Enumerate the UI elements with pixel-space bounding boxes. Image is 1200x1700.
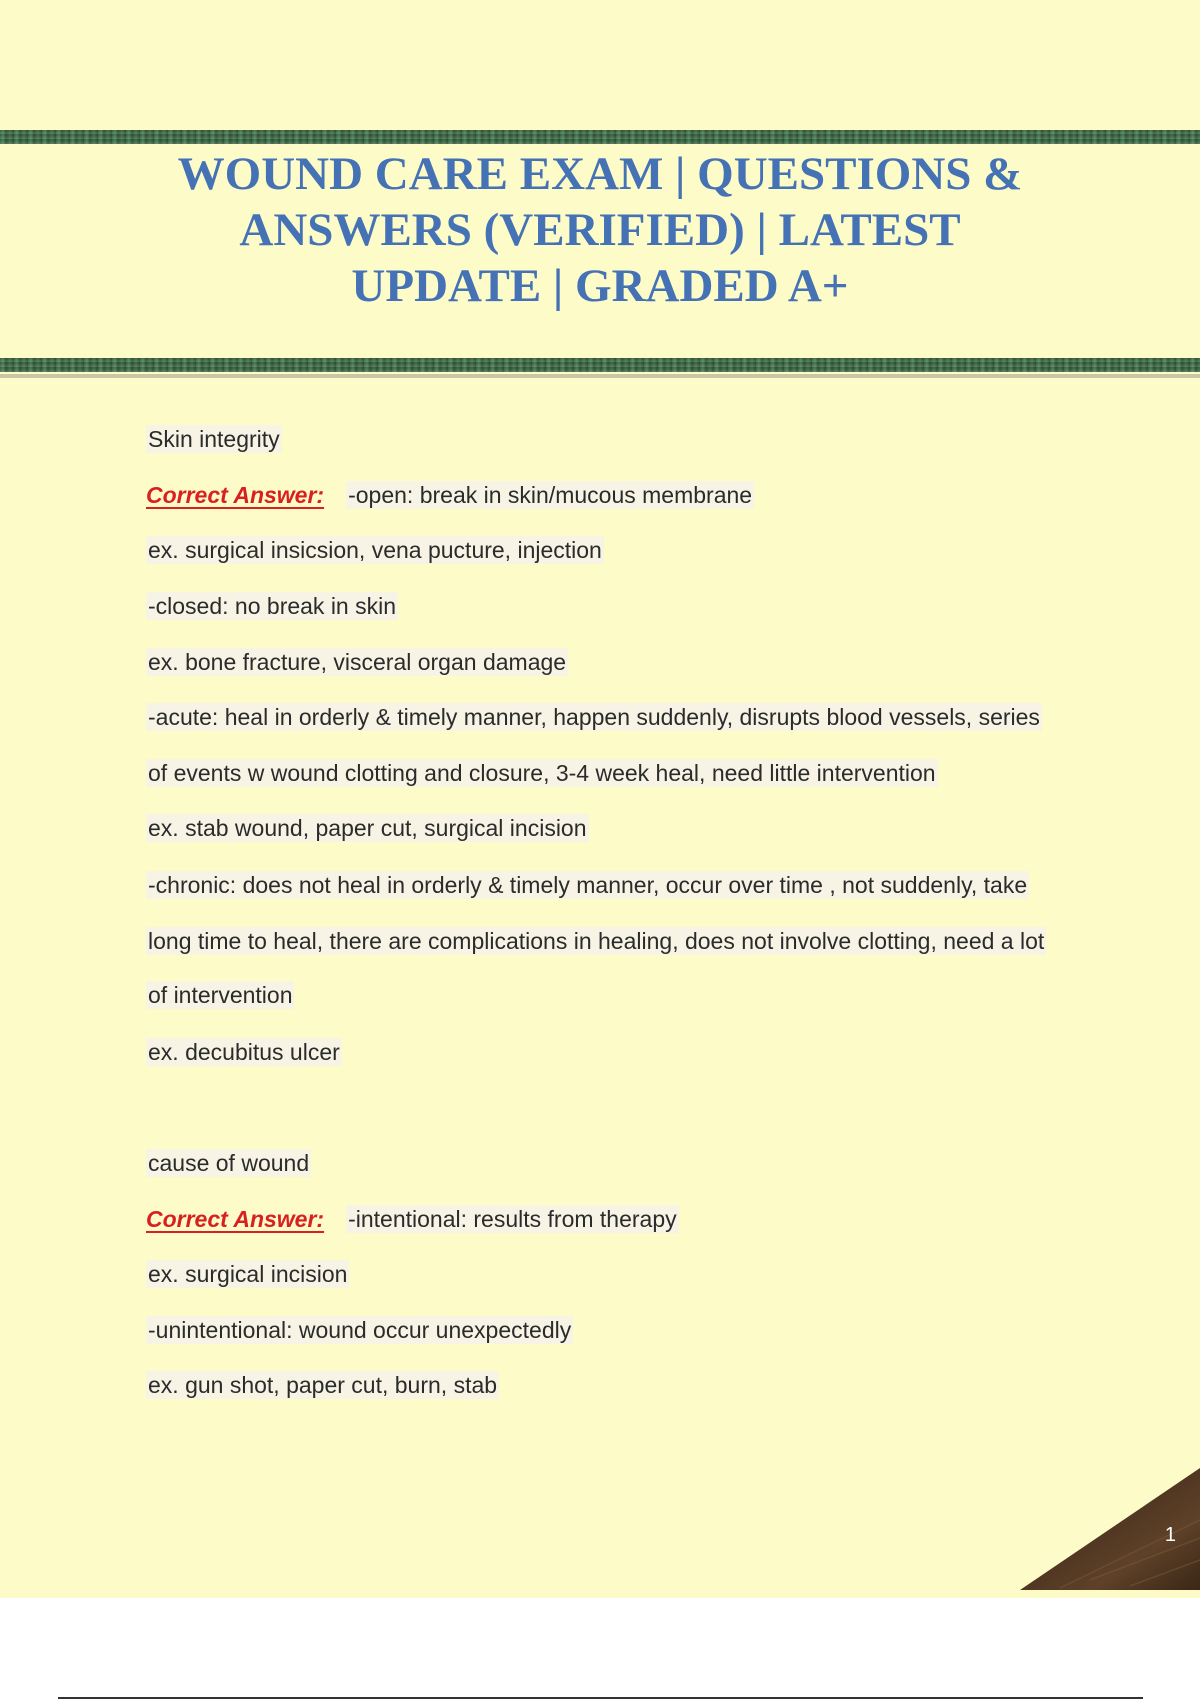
title-line: ANSWERS (VERIFIED) | LATEST [239,204,961,256]
answer-row [146,482,754,509]
title-line: WOUND CARE EXAM | QUESTIONS & [177,148,1023,200]
answer-line: ex. gun shot, paper cut, burn, stab [148,1372,498,1398]
answer-line: ex. stab wound, paper cut, surgical incision [148,815,587,841]
page-number: 1 [1164,1524,1176,1546]
page-title [100,146,1100,314]
answer-line: of intervention [148,982,293,1008]
title-line: UPDATE | GRADED A+ [351,260,849,312]
footer-divider [58,1697,1143,1699]
divider [0,374,1200,378]
answer-line: -closed: no break in skin [148,593,397,619]
answer-line: ex. bone fracture, visceral organ damage [148,649,567,675]
answer-text: -open: break in skin/mucous membrane [348,482,753,508]
answer-line: ex. decubitus ulcer [148,1039,340,1065]
answer-line: -unintentional: wound occur unexpectedly [148,1317,572,1343]
answer-line: -acute: heal in orderly & timely manner, happen suddenly, disrupts blood vessels, series [148,704,1040,730]
answer-line: ex. surgical insicsion, vena pucture, injection [148,537,602,563]
title-border-top [0,130,1200,144]
correct-answer-label: Correct Answer: [146,1206,325,1232]
answer-line: of events w wound clotting and closure, 3-4 week heal, need little intervention [148,760,936,786]
answer-line: ex. surgical incision [148,1261,348,1287]
answer-row [146,1206,679,1233]
answer-line: long time to heal, there are complications in healing, does not involve clotting, need a lot [148,928,1045,954]
correct-answer-label: Correct Answer: [146,482,325,508]
title-border-bottom [0,358,1200,372]
question-text: Skin integrity [148,426,280,452]
answer-text: -intentional: results from therapy [348,1206,677,1232]
question-text: cause of wound [148,1150,310,1176]
answer-line: -chronic: does not heal in orderly & timely manner, occur over time , not suddenly, take [148,872,1028,898]
